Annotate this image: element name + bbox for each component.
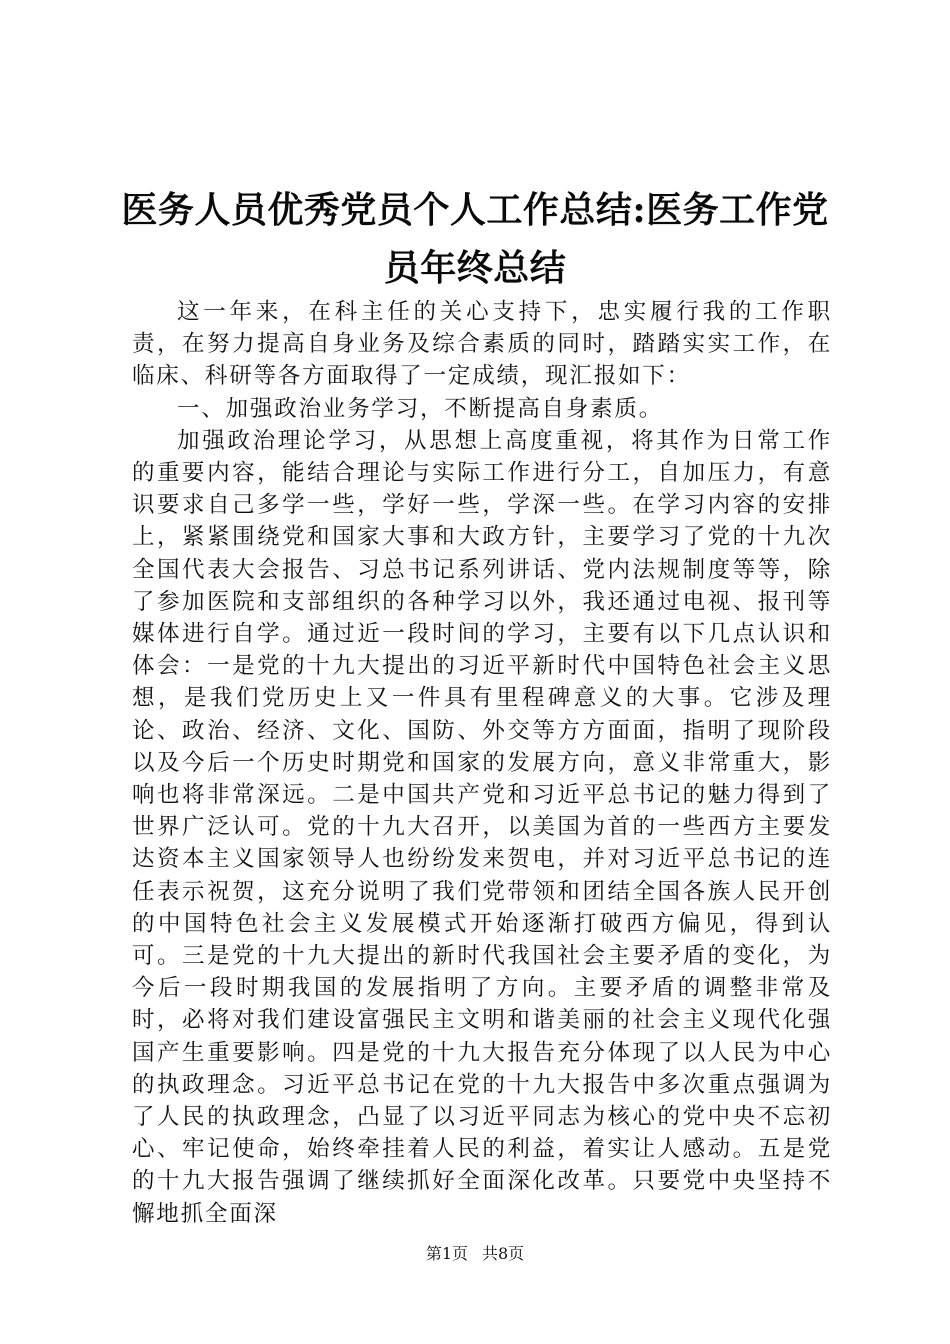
section-heading: 一、加强政治业务学习，不断提高自身素质。	[177, 395, 664, 422]
intro-paragraph: 这一年来，在科主任的关心支持下，忠实履行我的工作职责，在努力提高自身业务及综合素质的同时，踏踏实实工作，在临床、科研等各方面取得了一定成绩，现汇报如下：	[132, 299, 832, 390]
document-title: 医务人员优秀党员个人工作总结:医务工作党员年终总结	[121, 189, 829, 289]
document-body	[132, 296, 832, 1230]
page-number: 第1页	[425, 1244, 468, 1263]
page-footer	[0, 1243, 950, 1265]
total-pages: 共8页	[482, 1244, 525, 1263]
body-paragraph: 加强政治理论学习，从思想上高度重视，将其作为日常工作的重要内容，能结合理论与实际工作进行分工，自加压力，有意识要求自己多学一些，学好一些，学深一些。在学习内容的安排上，紧紧围绕党和国家大事和大政方针，主要学习了党的十九次全国代表大会报告、习总书记系列讲话、党内法规制度等等，除了参加医院和支部组织的各种学习以外，我还通过电视、报刊等媒体进行自学。通过近一段时间的学习，主要有以下几点认识和体会：一是党的十九大提出的习近平新时代中国特色社会主义思想，是我们党历史上又一件具有里程碑意义的大事。它涉及理论、政治、经济、文化、国防、外交等方方面面，指明了现阶段以及今后一个历史时期党和国家的发展方向，意义非常重大，影响也将非常深远。二是中国共产党和习近平总书记的魅力得到了世界广泛认可。党的十九大召开，以美国为首的一些西方主要发达资本主义国家领导人也纷纷发来贺电，并对习近平总书记的连任表示祝贺，这充分说明了我们党带领和团结全国各族人民开创的中国特色社会主义发展模式开始逐渐打破西方偏见，得到认可。三是党的十九大提出的新时代我国社会主要矛盾的变化，为今后一段时期我国的发展指明了方向。主要矛盾的调整非常及时，必将对我们建设富强民主文明和谐美丽的社会主义现代化强国产生重要影响。四是党的十九大报告充分体现了以人民为中心的执政理念。习近平总书记在党的十九大报告中多次重点强调为了人民的执政理念，凸显了以习近平同志为核心的党中央不忘初心、牢记使命，始终牵挂着人民的利益，着实让人感动。五是党的十九大报告强调了继续抓好全面深化改革。只要党中央坚持不懈地抓全面深	[132, 427, 832, 1227]
